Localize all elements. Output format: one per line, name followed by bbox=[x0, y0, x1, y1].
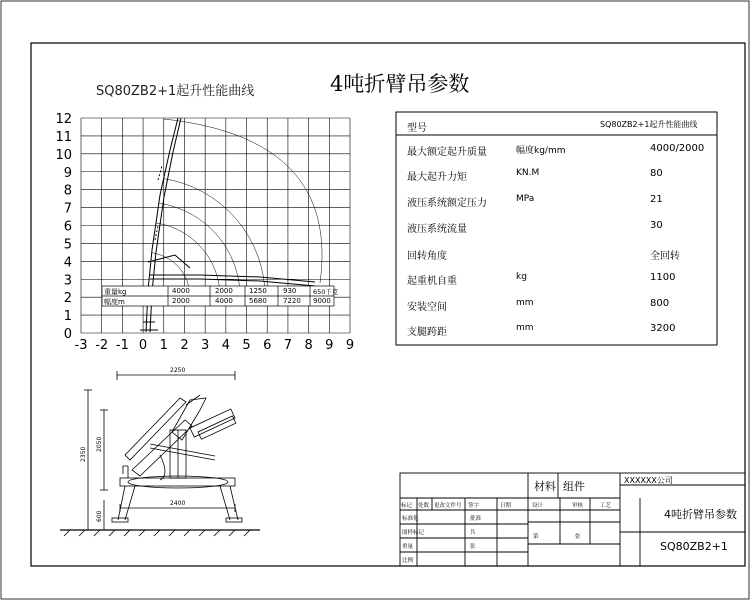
x-tick-label: 6 bbox=[263, 338, 272, 353]
y-tick-label: 5 bbox=[63, 237, 72, 253]
x-tick-label: -2 bbox=[95, 338, 109, 353]
dim-width-top: 2250 bbox=[170, 367, 186, 374]
y-tick-label: 0 bbox=[63, 327, 72, 342]
x-tick-label: 2 bbox=[180, 338, 189, 353]
param-unit: mm bbox=[516, 323, 534, 333]
radius-cell: 5680 bbox=[249, 297, 267, 305]
title-block-cell: 张 bbox=[575, 534, 581, 540]
title-block-cell: 处数 bbox=[418, 503, 430, 509]
load-cell: 930 bbox=[283, 287, 297, 295]
param-value: 4000/2000 bbox=[650, 143, 705, 154]
title-block-cell: 张 bbox=[470, 544, 476, 550]
y-tick-label: 10 bbox=[55, 147, 72, 163]
title-block-cell: 批准 bbox=[470, 516, 482, 522]
title-block-cell: 第 bbox=[533, 534, 539, 540]
param-label: 最大额定起升质量 bbox=[407, 147, 487, 158]
radius-row-label: 幅度m bbox=[104, 298, 125, 306]
drawing-name: 4吨折臂吊参数 bbox=[664, 508, 737, 521]
radius-cell: 7220 bbox=[283, 297, 301, 305]
y-tick-label: 7 bbox=[63, 201, 72, 217]
param-value: 800 bbox=[650, 298, 670, 309]
param-label: 安装空间 bbox=[407, 302, 447, 313]
dim-foot: 600 bbox=[96, 510, 103, 522]
load-cell: 1250 bbox=[249, 287, 267, 295]
title-block-cell: 共 bbox=[470, 530, 476, 536]
param-value: 1100 bbox=[650, 272, 676, 283]
load-chart-tick-labels bbox=[55, 112, 354, 353]
param-unit: kg bbox=[516, 272, 527, 282]
title-block-cell: 设计 bbox=[532, 503, 544, 509]
param-label: 回转角度 bbox=[407, 251, 447, 262]
param-value: 全回转 bbox=[650, 251, 680, 262]
y-tick-label: 4 bbox=[63, 255, 72, 271]
y-tick-label: 12 bbox=[55, 112, 72, 127]
load-cell: 650千克 bbox=[313, 288, 339, 296]
x-tick-label: 0 bbox=[138, 338, 148, 353]
x-tick-label: 8 bbox=[304, 338, 313, 353]
x-tick-label: 9 bbox=[325, 338, 334, 353]
assembly-label: 组件 bbox=[563, 480, 585, 493]
y-tick-label: 2 bbox=[63, 291, 72, 307]
y-tick-label: 11 bbox=[55, 129, 72, 145]
param-label: 液压系统额定压力 bbox=[407, 198, 487, 209]
material-label: 材料 bbox=[534, 480, 556, 493]
load-cell: 4000 bbox=[172, 287, 190, 295]
x-tick-label: 3 bbox=[201, 338, 210, 353]
page-title: 4吨折臂吊参数 bbox=[330, 72, 470, 96]
x-tick-label: 9 bbox=[345, 338, 355, 353]
radius-cell: 9000 bbox=[313, 297, 331, 305]
y-tick-label: 8 bbox=[63, 183, 72, 199]
y-tick-label: 3 bbox=[63, 273, 72, 289]
radius-cell: 4000 bbox=[215, 297, 233, 305]
radius-cell: 2000 bbox=[172, 297, 190, 305]
title-block-cell: 日期 bbox=[500, 503, 512, 509]
x-tick-label: 7 bbox=[283, 338, 293, 353]
param-label: 支腿跨距 bbox=[407, 327, 447, 338]
dim-height-mid: 2050 bbox=[96, 436, 103, 452]
param-unit: mm bbox=[516, 298, 534, 308]
x-tick-label: 1 bbox=[159, 338, 168, 353]
load-row-label: 重量kg bbox=[104, 288, 127, 296]
param-value: 3200 bbox=[650, 323, 676, 334]
y-tick-label: 1 bbox=[63, 309, 72, 325]
x-tick-label: -3 bbox=[74, 338, 88, 353]
title-block-cell: 比例 bbox=[402, 558, 414, 564]
param-label: 型号 bbox=[407, 123, 427, 134]
load-cell: 2000 bbox=[215, 287, 233, 295]
title-block-cell: 标记 bbox=[401, 503, 413, 509]
dim-span-bottom: 2400 bbox=[170, 500, 186, 507]
title-block-cell: 审核 bbox=[572, 503, 584, 509]
param-unit: MPa bbox=[516, 194, 535, 204]
load-chart-arcs bbox=[152, 119, 322, 297]
title-block-cell: 签字 bbox=[468, 503, 480, 509]
company-name: XXXXXX公司 bbox=[624, 476, 673, 485]
param-label: 液压系统流量 bbox=[407, 224, 467, 235]
chart-title: SQ80ZB2+1起升性能曲线 bbox=[96, 84, 255, 99]
param-value: 80 bbox=[650, 168, 663, 179]
dim-height-left: 2350 bbox=[80, 446, 87, 462]
title-block-cell: 重量 bbox=[402, 544, 414, 550]
y-tick-label: 6 bbox=[63, 219, 72, 235]
reach-arc bbox=[164, 119, 322, 283]
x-tick-label: 5 bbox=[242, 338, 251, 353]
title-block-cell: 图样标记 bbox=[402, 530, 425, 536]
y-tick-label: 9 bbox=[63, 165, 72, 181]
title-block-cell: 更改文件号 bbox=[434, 503, 462, 509]
drawing-number: SQ80ZB2+1 bbox=[660, 540, 728, 553]
x-tick-label: -1 bbox=[115, 338, 129, 353]
param-value: 21 bbox=[650, 194, 663, 205]
param-unit: 幅度kg/mm bbox=[516, 146, 566, 156]
param-value: SQ80ZB2+1起升性能曲线 bbox=[600, 120, 698, 129]
title-block-cell: 标准化 bbox=[402, 516, 419, 522]
param-label: 最大起升力矩 bbox=[407, 172, 467, 183]
reach-arc bbox=[159, 203, 240, 297]
crane-side-view bbox=[60, 371, 260, 536]
param-unit: KN.M bbox=[516, 168, 540, 178]
x-tick-label: 4 bbox=[221, 338, 230, 353]
title-block-cell: 工艺 bbox=[600, 503, 612, 509]
param-label: 起重机自重 bbox=[407, 276, 457, 287]
param-value: 30 bbox=[650, 220, 663, 231]
